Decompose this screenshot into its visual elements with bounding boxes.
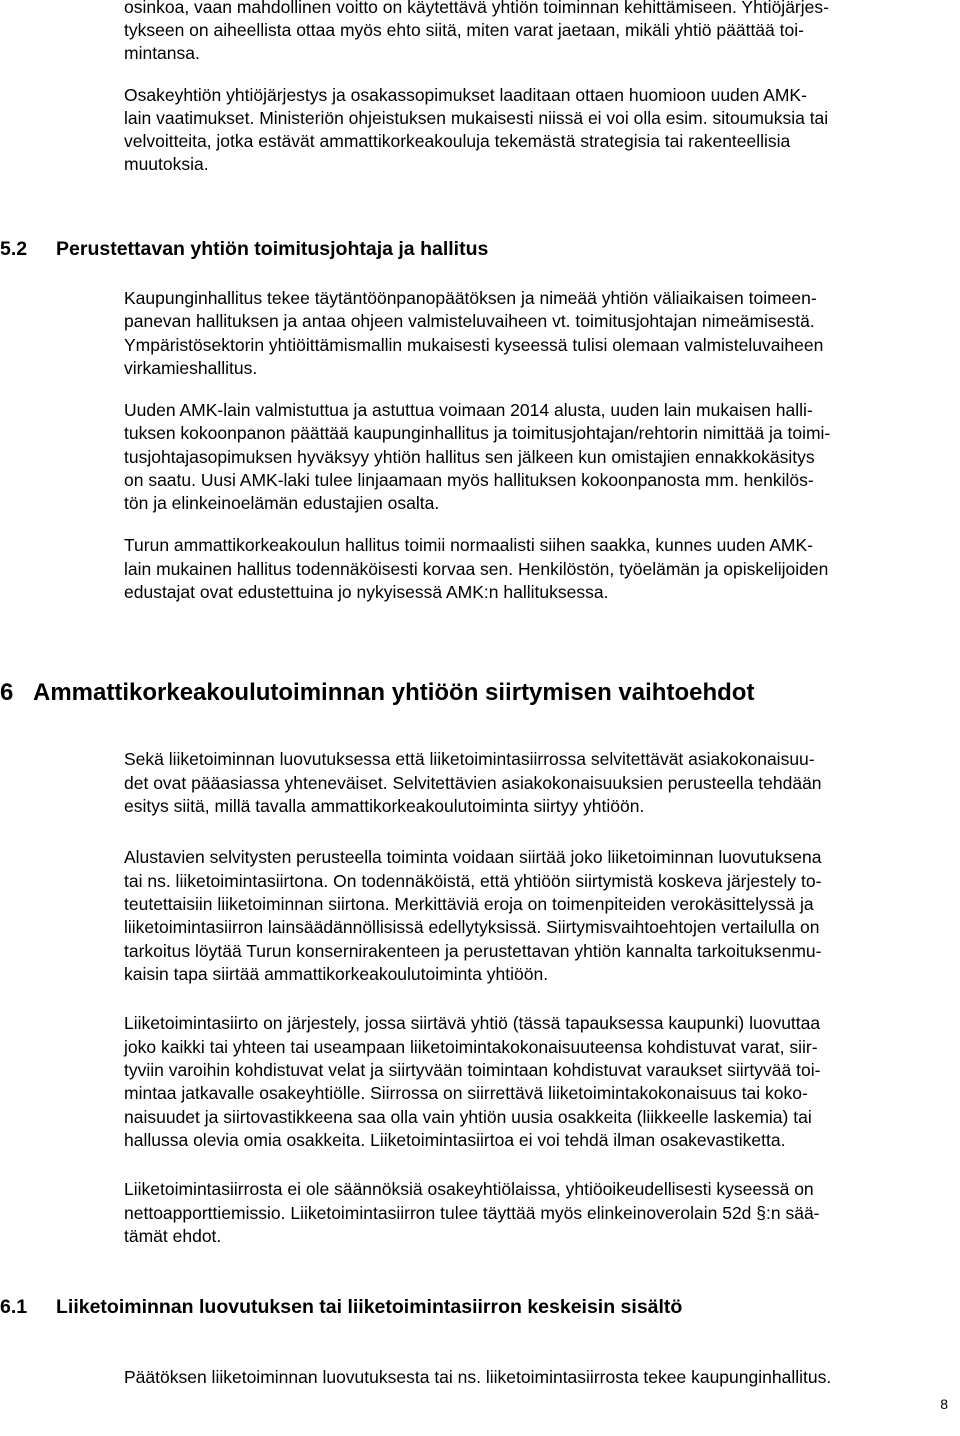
text-line: joko kaikki tai yhteen tai useampaan liiketoimintakokonaisuuteensa kohdistuvat varat, siir- [124, 1037, 818, 1057]
text-line: det ovat pääasiassa yhteneväiset. Selvitettävien asiakokonaisuuksien perusteella tehdään [124, 773, 822, 793]
text-line: lain vaatimukset. Ministeriön ohjeistuksen mukaisesti niissä ei voi olla esim. sitoumuksia tai [124, 108, 829, 128]
text-line: Päätöksen liiketoiminnan luovutuksesta tai ns. liiketoimintasiirrosta tekee kaupunginhallitus. [124, 1367, 832, 1387]
text-line: Liiketoimintasiirrosta ei ole säännöksiä osakeyhtiölaissa, yhtiöoikeudellisesti kyseessä on [124, 1179, 814, 1199]
text-line: tusjohtajasopimuksen hyväksyy yhtiön hallitus sen jälkeen kun omistajien ennakkokäsitys [124, 447, 815, 467]
section-heading-6-1 [0, 1296, 682, 1319]
text-line: muutoksia. [124, 154, 209, 174]
text-line: Turun ammattikorkeakoulun hallitus toimii normaalisti siihen saakka, kunnes uuden AMK- [124, 535, 813, 555]
page-number: 8 [940, 1396, 948, 1412]
text-line: tai ns. liiketoimintasiirtona. On todennäköistä, että yhtiöön siirtymistä koskeva järjestely to- [124, 871, 822, 891]
section-number: 6.1 [0, 1296, 28, 1318]
text-line: Ympäristösektorin yhtiöittämismallin mukaisesti kyseessä tulisi olemaan valmisteluvaiheen [124, 335, 824, 355]
text-line: virkamieshallitus. [124, 358, 258, 378]
text-line: tämät ehdot. [124, 1226, 222, 1246]
text-line: nettoapporttiemissio. Liiketoimintasiirron tulee täyttää myös elinkeinoverolain 52d §:n sää- [124, 1203, 820, 1223]
text-line: kaisin tapa siirtää ammattikorkeakoulutoiminta yhtiöön. [124, 964, 549, 984]
text-line: tuksen kokoonpanon päättää kaupunginhallitus ja toimitusjohtajan/rehtorin nimittää ja toimi- [124, 423, 831, 443]
text-line: esitys siitä, millä tavalla ammattikorkeakoulutoiminta siirtyy yhtiöön. [124, 796, 645, 816]
text-line: tarkoitus löytää Turun konsernirakenteen ja perustettavan yhtiön kannalta tarkoituksenmu- [124, 941, 822, 961]
text-line: mintansa. [124, 43, 200, 63]
section-title: Ammattikorkeakoulutoiminnan yhtiöön siirtymisen vaihtoehdot [33, 679, 755, 706]
section-heading-5-2 [0, 238, 488, 261]
text-line: Kaupunginhallitus tekee täytäntöönpanopäätöksen ja nimeää yhtiön väliaikaisen toimeen- [124, 288, 817, 308]
text-line: on saatu. Uusi AMK-laki tulee linjaamaan myös hallituksen kokoonpanosta mm. henkilös- [124, 470, 814, 490]
text-line: Sekä liiketoiminnan luovutuksessa että liiketoimintasiirrossa selvitettävät asiakokonaisuu- [124, 749, 815, 769]
text-line: mintaa jatkavalle osakeyhtiölle. Siirrossa on siirrettävä liiketoimintakokonaisuus tai koko- [124, 1083, 808, 1103]
section-heading-6 [0, 679, 754, 707]
text-line: tykseen on aiheellista ottaa myös ehto siitä, miten varat jaetaan, mikäli yhtiö päättää toi- [124, 20, 804, 40]
text-line: lain mukainen hallitus todennäköisesti korvaa sen. Henkilöstön, työelämän ja opiskelijoiden [124, 559, 829, 579]
text-line: tön ja elinkeinoelämän edustajien osalta. [124, 493, 440, 513]
text-line: Liiketoimintasiirto on järjestely, jossa siirtävä yhtiö (tässä tapauksessa kaupunki) luovuttaa [124, 1013, 821, 1033]
text-line: naisuudet ja siirtovastikkeena saa olla vain yhtiön uusia osakkeita (liikkeelle laskemia) tai [124, 1107, 812, 1127]
section-title: Liiketoiminnan luovutuksen tai liiketoimintasiirron keskeisin sisältö [56, 1296, 683, 1318]
text-line: hallussa olevia omia osakkeita. Liiketoimintasiirtoa ei voi tehdä ilman osakevastiketta. [124, 1130, 786, 1150]
text-line: edustajat ovat edustettuina jo nykyisessä AMK:n hallituksessa. [124, 582, 609, 602]
text-line: liiketoimintasiirron lainsäädännöllisissä edellytyksissä. Siirtymisvaihtoehtojen vertailulla on [124, 917, 820, 937]
text-line: osinkoa, vaan mahdollinen voitto on käytettävä yhtiön toiminnan kehittämiseen. Yhtiöjärjes- [124, 0, 829, 17]
section-title: Perustettavan yhtiön toimitusjohtaja ja hallitus [56, 238, 489, 260]
text-line: Uuden AMK-lain valmistuttua ja astuttua voimaan 2014 alusta, uuden lain mukaisen halli- [124, 400, 813, 420]
text-line: Osakeyhtiön yhtiöjärjestys ja osakassopimukset laaditaan ottaen huomioon uuden AMK- [124, 85, 807, 105]
section-number: 5.2 [0, 238, 28, 260]
text-line: teutettaisiin liiketoiminnan siirtona. Merkittäviä eroja on toimenpiteiden verokäsittelyssä ja [124, 894, 814, 914]
text-line: tyviin varoihin kohdistuvat velat ja siirtyvään toimintaan kohdistuvat varaukset siirtyvää toi- [124, 1060, 821, 1080]
section-number: 6 [0, 679, 14, 706]
text-line: Alustavien selvitysten perusteella toiminta voidaan siirtää joko liiketoiminnan luovutuksena [124, 847, 822, 867]
text-line: panevan hallituksen ja antaa ohjeen valmisteluvaiheen vt. toimitusjohtajan nimeämisestä. [124, 311, 815, 331]
text-line: velvoitteita, jotka estävät ammattikorkeakouluja tekemästä strategisia tai rakenteellisia [124, 131, 791, 151]
